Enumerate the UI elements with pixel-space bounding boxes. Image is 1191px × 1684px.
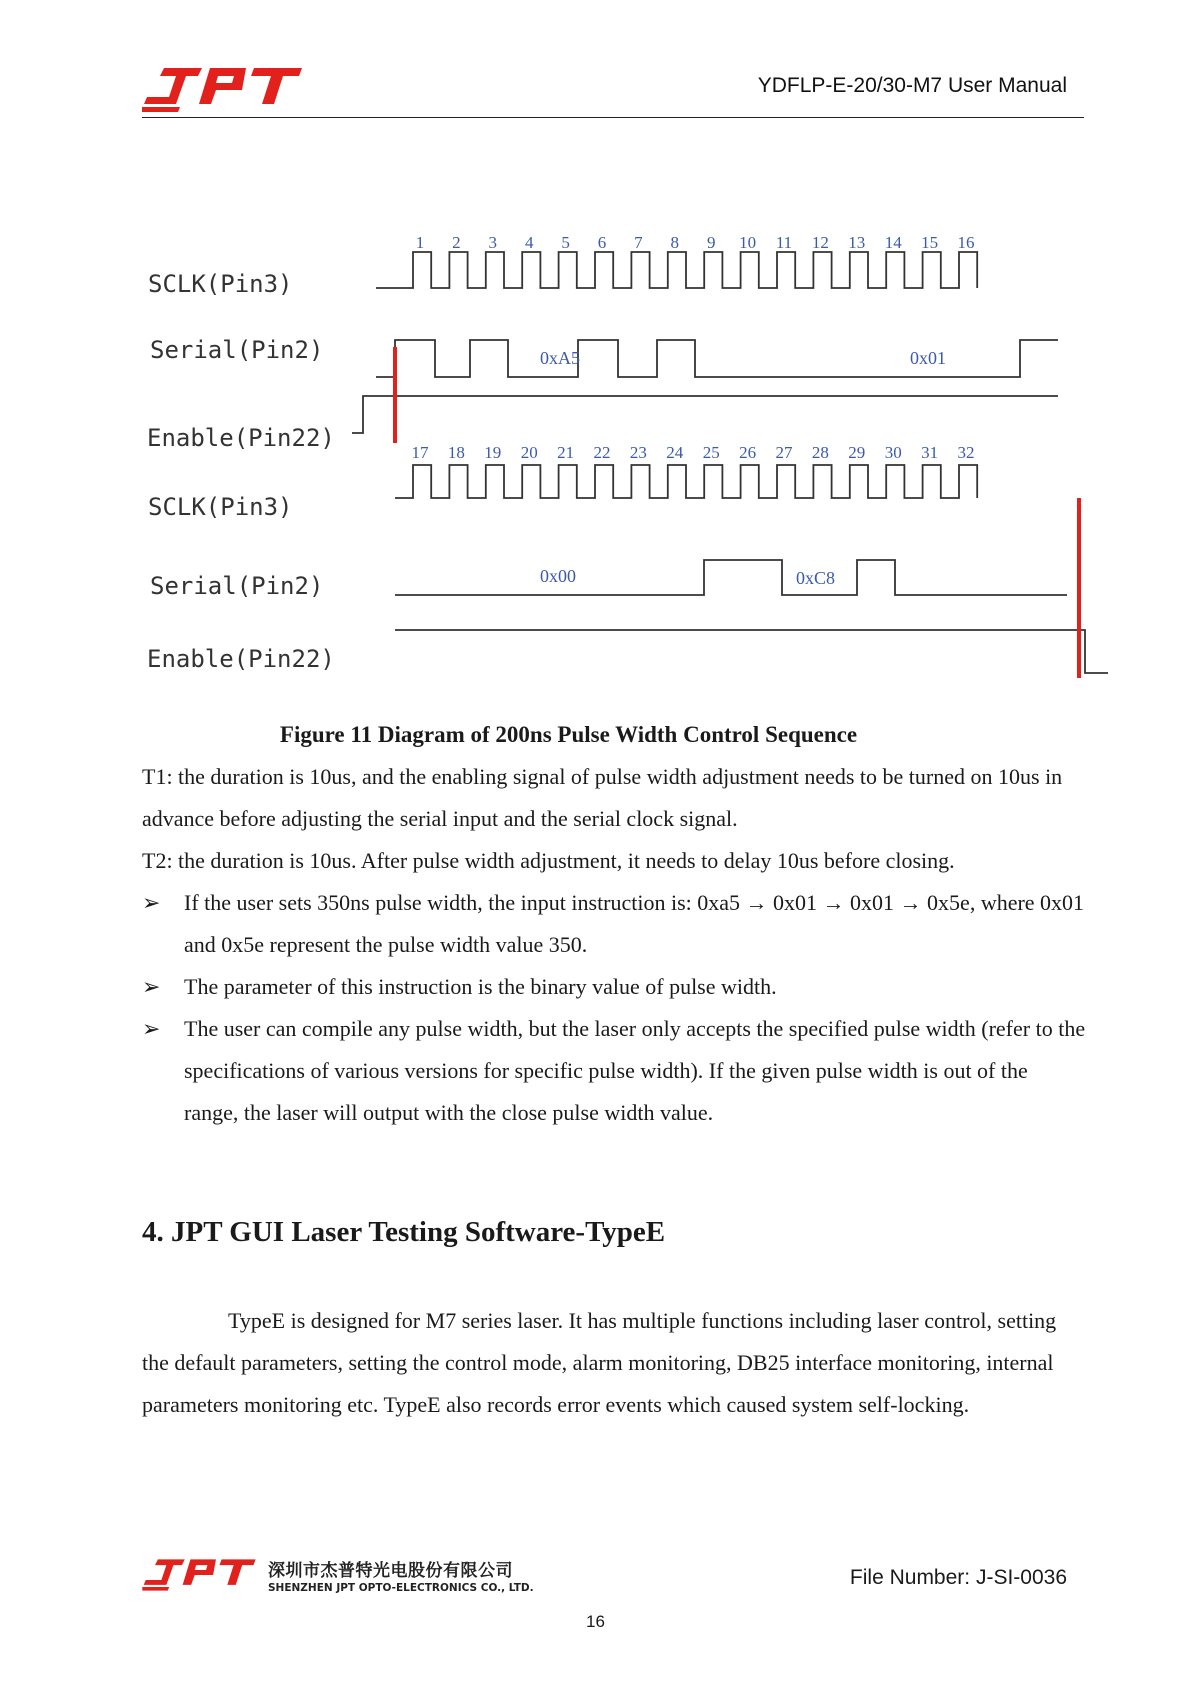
label-enable-bottom: Enable(Pin22) bbox=[147, 645, 335, 673]
clock-number: 29 bbox=[848, 443, 866, 462]
bullet-text: The parameter of this instruction is the binary value of pulse width. bbox=[184, 974, 777, 999]
company-name-cn: 深圳市杰普特光电股份有限公司 bbox=[268, 1561, 513, 1581]
company-name bbox=[268, 1556, 534, 1594]
t2-paragraph: T2: the duration is 10us. After pulse width adjustment, it needs to delay 10us before closing. bbox=[142, 848, 955, 873]
serial-value-top-2: 0x01 bbox=[910, 348, 946, 368]
label-sclk-top: SCLK(Pin3) bbox=[148, 270, 293, 298]
clock-number: 8 bbox=[670, 233, 680, 252]
clock-numbers-top bbox=[416, 233, 975, 252]
label-enable-top: Enable(Pin22) bbox=[147, 424, 335, 452]
clock-number: 10 bbox=[739, 233, 757, 252]
header-logo bbox=[142, 66, 305, 114]
footer-logo bbox=[142, 1558, 258, 1592]
clock-number: 31 bbox=[921, 443, 939, 462]
serial-value-bottom-2: 0xC8 bbox=[796, 568, 836, 588]
clock-number: 26 bbox=[739, 443, 757, 462]
clock-number: 32 bbox=[957, 443, 975, 462]
clock-number: 13 bbox=[848, 233, 866, 252]
file-number: File Number: J-SI-0036 bbox=[849, 1566, 1067, 1589]
company-name-en: SHENZHEN JPT OPTO-ELECTRONICS CO., LTD. bbox=[268, 1582, 534, 1594]
serial-value-bottom-1: 0x00 bbox=[540, 566, 576, 586]
label-serial-top: Serial(Pin2) bbox=[150, 336, 324, 364]
jpt-logo-icon bbox=[142, 66, 305, 114]
clock-number: 25 bbox=[702, 443, 720, 462]
t1-paragraph: T1: the duration is 10us, and the enabling signal of pulse width adjustment needs to be turned on 10us in advance before adjusting the serial input and the serial clock signal. bbox=[142, 764, 1063, 831]
sclk-waveform-bottom bbox=[395, 465, 977, 498]
bullet-item bbox=[142, 1008, 1086, 1134]
label-sclk-bottom: SCLK(Pin3) bbox=[148, 493, 293, 521]
jpt-logo-icon bbox=[142, 1558, 258, 1592]
serial-waveform-bottom bbox=[395, 560, 1067, 595]
clock-number: 22 bbox=[593, 443, 611, 462]
sclk-waveform-top bbox=[376, 252, 977, 288]
serial-waveform-top bbox=[376, 340, 1058, 377]
arrow-bullet-icon: ➢ bbox=[142, 974, 161, 999]
clock-number: 2 bbox=[452, 233, 461, 252]
arrow-bullet-icon: ➢ bbox=[142, 1016, 161, 1041]
arrow-bullet-icon: ➢ bbox=[142, 890, 161, 915]
timing-diagram bbox=[130, 230, 1120, 715]
clock-number: 4 bbox=[524, 233, 534, 252]
clock-number: 24 bbox=[666, 443, 684, 462]
clock-number: 16 bbox=[957, 233, 975, 252]
header-divider bbox=[142, 117, 1084, 118]
clock-number: 28 bbox=[811, 443, 829, 462]
page-number: 16 bbox=[586, 1612, 605, 1631]
clock-number: 23 bbox=[629, 443, 647, 462]
clock-number: 3 bbox=[488, 233, 498, 252]
bullet-item bbox=[142, 966, 1086, 1008]
clock-numbers-bottom bbox=[412, 443, 975, 462]
bullet-item bbox=[142, 882, 1086, 966]
label-serial-bottom: Serial(Pin2) bbox=[150, 572, 324, 600]
clock-number: 6 bbox=[597, 233, 607, 252]
section-heading: 4. JPT GUI Laser Testing Software-TypeE bbox=[142, 1216, 666, 1248]
clock-number: 21 bbox=[557, 443, 575, 462]
bullet-text: The user can compile any pulse width, but the laser only accepts the specified pulse width (refer to the specifications of various versions for specific pulse width). If the given pulse width is out of the range, the laser will output with the close pulse width value. bbox=[184, 1016, 1086, 1125]
bullet-text: If the user sets 350ns pulse width, the input instruction is: 0xa5 → 0x01 → 0x01 → 0x5e, where 0x01 and 0x5e represent the pulse width value 350. bbox=[184, 890, 1085, 957]
clock-number: 12 bbox=[811, 233, 829, 252]
clock-number: 5 bbox=[561, 233, 570, 252]
clock-number: 1 bbox=[415, 233, 425, 252]
serial-value-top-1: 0xA5 bbox=[540, 348, 580, 368]
clock-number: 20 bbox=[520, 443, 538, 462]
clock-number: 9 bbox=[706, 233, 716, 252]
clock-number: 15 bbox=[921, 233, 939, 252]
enable-waveform-bottom bbox=[395, 630, 1108, 673]
clock-number: 30 bbox=[884, 443, 902, 462]
enable-waveform-top bbox=[352, 396, 1058, 433]
clock-number: 17 bbox=[411, 443, 429, 462]
figure-caption: Figure 11 Diagram of 200ns Pulse Width Control Sequence bbox=[279, 722, 858, 747]
clock-number: 27 bbox=[775, 443, 793, 462]
pulse-width-sequence-diagram bbox=[130, 230, 1120, 710]
clock-number: 11 bbox=[775, 233, 793, 252]
clock-number: 19 bbox=[484, 443, 502, 462]
section-body: TypeE is designed for M7 series laser. It has multiple functions including laser control, setting the default parameters, setting the control mode, alarm monitoring, DB25 interface monitoring, internal parameters monitoring etc. TypeE also records error events which caused system self-locking. bbox=[142, 1308, 1057, 1417]
clock-number: 18 bbox=[447, 443, 465, 462]
manual-title: YDFLP-E-20/30-M7 User Manual bbox=[757, 74, 1067, 97]
clock-number: 14 bbox=[884, 233, 902, 252]
clock-number: 7 bbox=[634, 233, 643, 252]
